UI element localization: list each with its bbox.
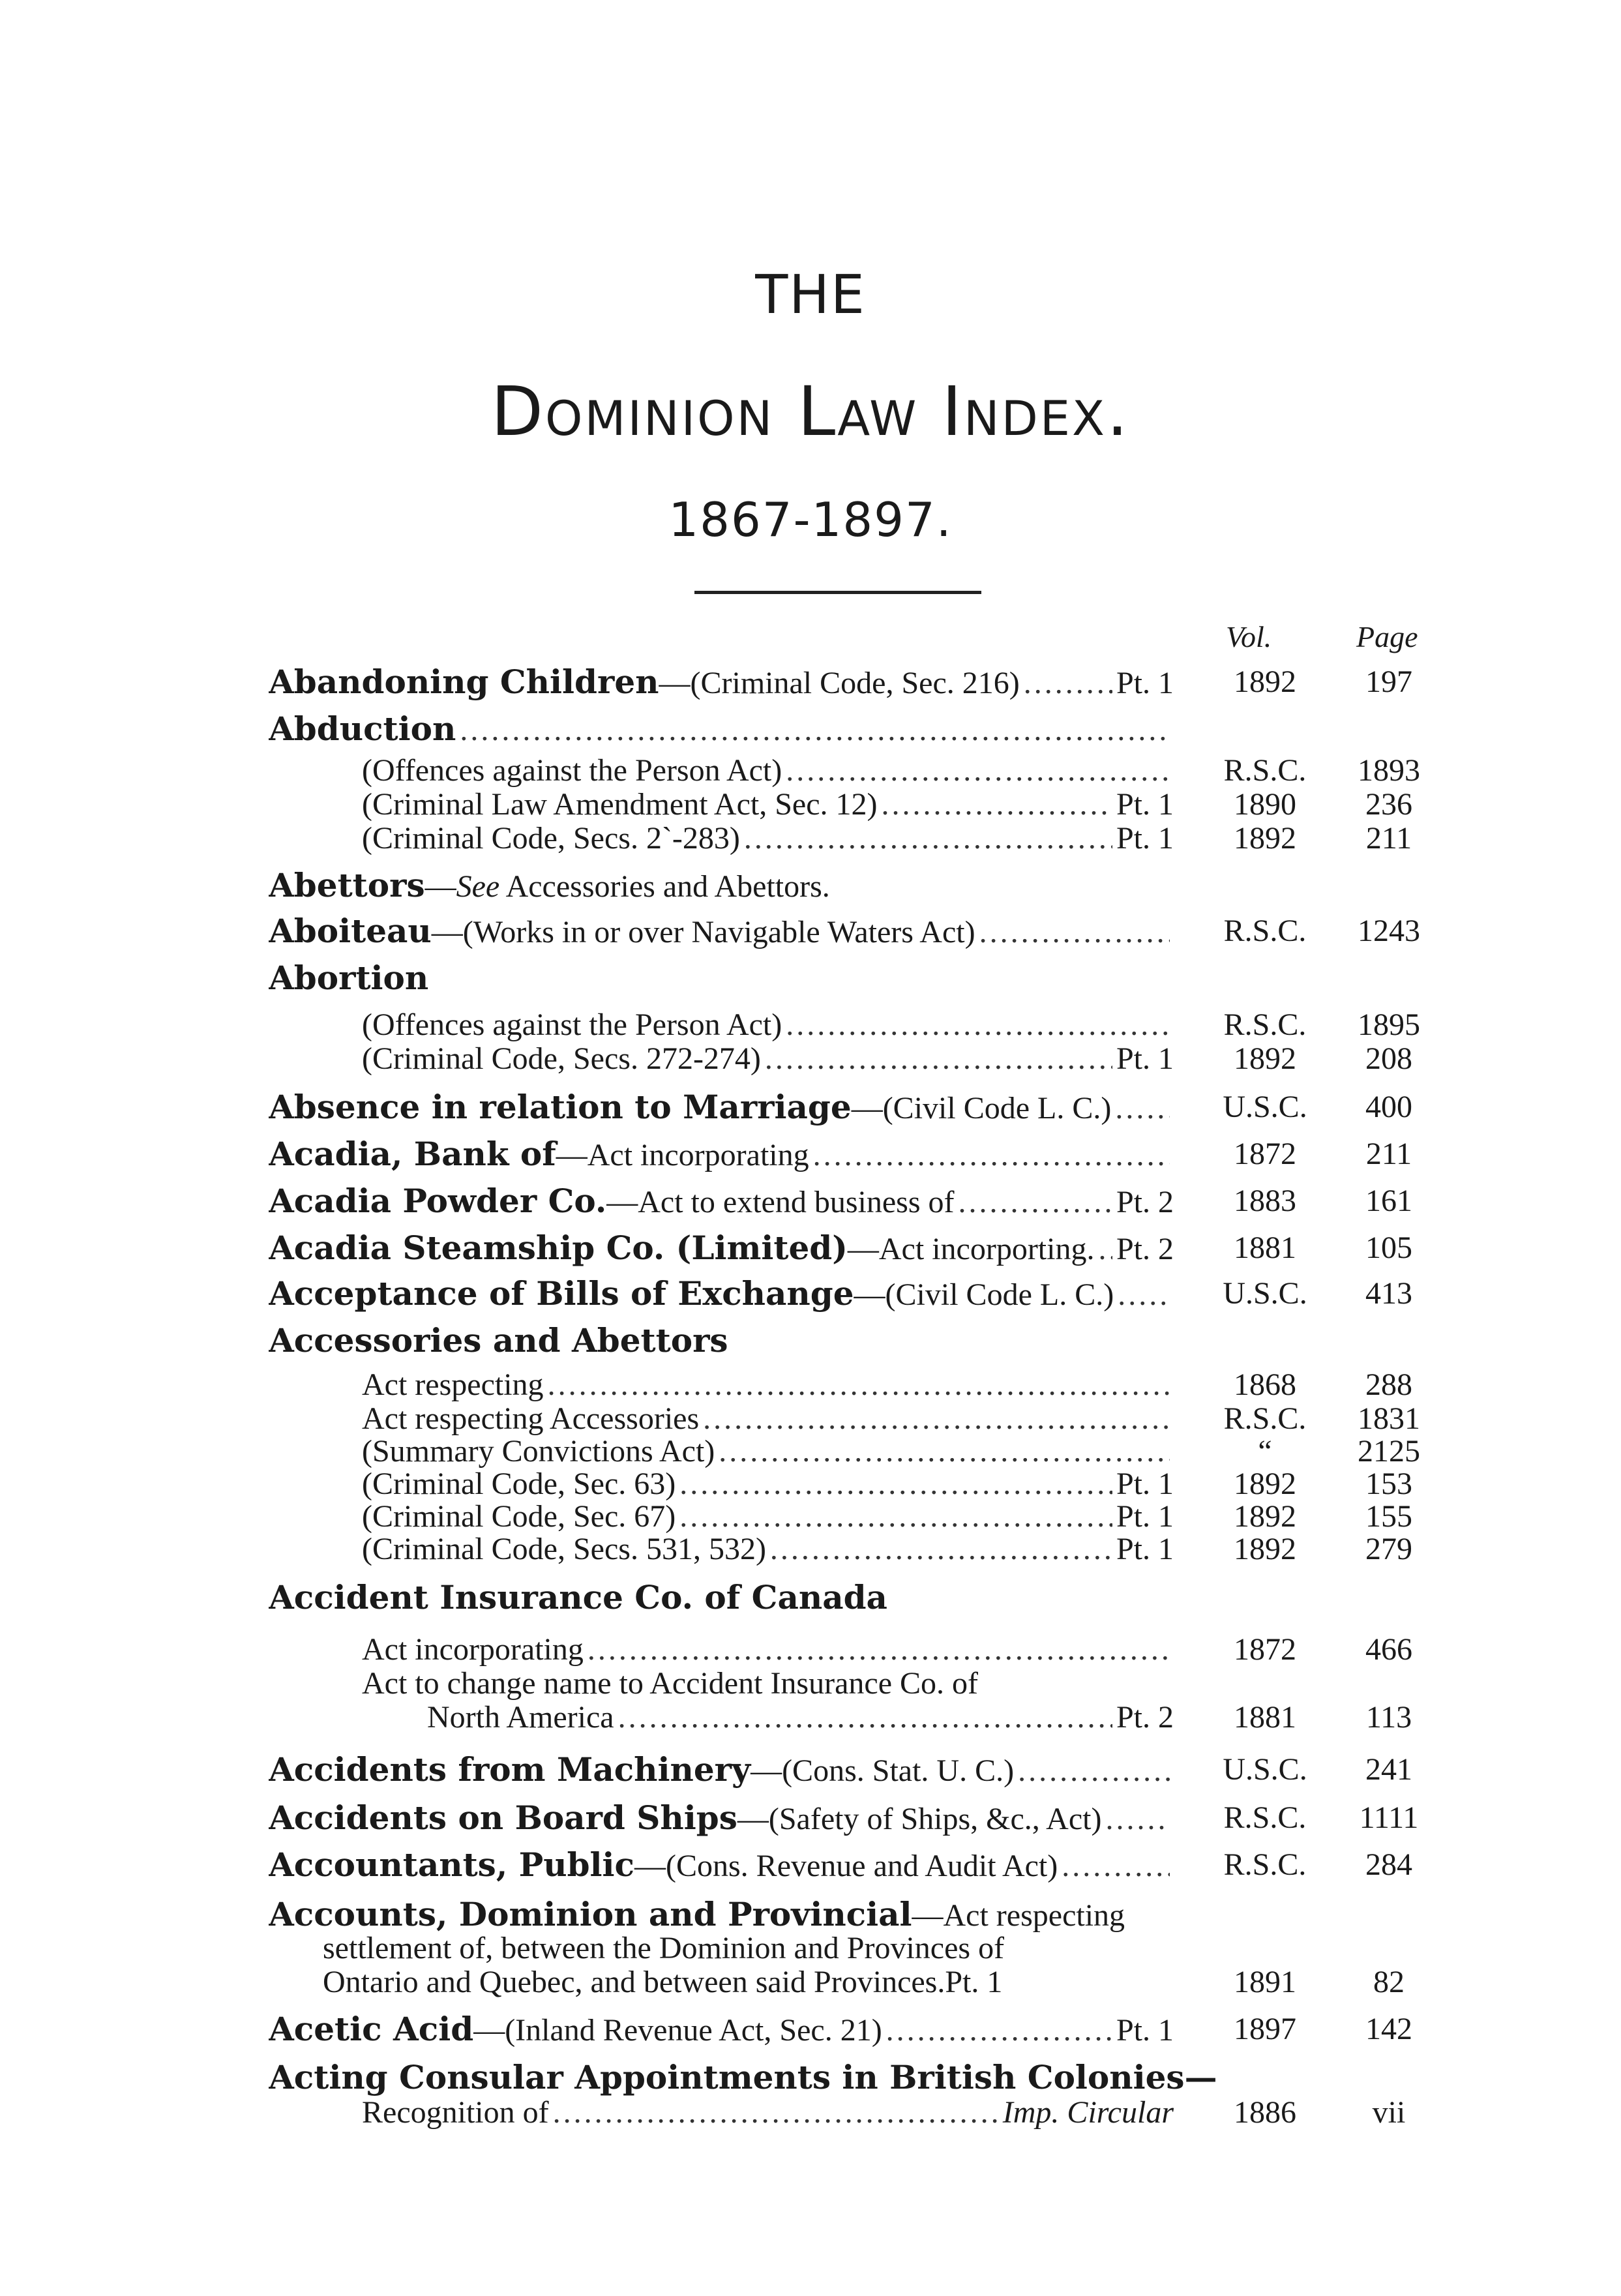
entry-text: [269, 1182, 1174, 1222]
entry-heading: Accounts, Dominion and Provincial: [269, 1895, 912, 1933]
entry-volume: U.S.C.: [1223, 1276, 1307, 1311]
entry-description: —(Works in or over Navigable Waters Act): [431, 915, 975, 949]
dot-leader: [813, 1136, 1170, 1175]
entry-page: 211: [1365, 821, 1412, 856]
index-entry: [0, 1798, 1621, 1838]
entry-description: —Act incorporting.: [847, 1232, 1095, 1266]
page-column-header: Page: [1356, 620, 1418, 653]
entry-text: [269, 866, 830, 906]
entry-heading: Abduction: [269, 709, 456, 748]
entry-volume: 1886: [1234, 2095, 1296, 2130]
entry-page: 236: [1365, 787, 1412, 822]
entry-page: 413: [1365, 1276, 1412, 1311]
entry-heading: Acetic Acid: [269, 2010, 474, 2048]
index-entry: [0, 709, 1621, 749]
index-entry: [0, 1530, 1621, 1569]
entry-text: [269, 709, 1174, 750]
entry-heading: Acadia Powder Co.: [269, 1182, 607, 1220]
entry-volume: 1890: [1234, 787, 1296, 822]
entry-subheading: (Offences against the Person Act): [362, 1007, 782, 1042]
dot-leader: [744, 819, 1112, 858]
entry-text: [269, 1750, 1174, 1791]
index-entry: [0, 912, 1621, 951]
entry-volume: U.S.C.: [1223, 1752, 1307, 1787]
entry-volume: R.S.C.: [1223, 1007, 1307, 1042]
dot-leader: [587, 1630, 1170, 1669]
entry-subheading: Act respecting Accessories: [362, 1401, 700, 1436]
entry-page: 1111: [1359, 1800, 1419, 1835]
entry-description: —(Cons. Stat. U. C.): [751, 1753, 1015, 1788]
entry-text: [362, 1530, 1174, 1569]
dot-leader: [770, 1530, 1112, 1569]
entry-page: 82: [1373, 1965, 1405, 1999]
entry-text: [362, 1039, 1174, 1079]
title-the: THE: [755, 264, 866, 326]
entry-page: 113: [1365, 1700, 1412, 1735]
entry-text: [269, 2010, 1174, 2050]
entry-subheading: (Criminal Code, Secs. 272-274): [362, 1041, 761, 1076]
title-years: 1867-1897.: [668, 492, 953, 547]
entry-volume: 1872: [1234, 1137, 1296, 1171]
entry-heading: Acting Consular Appointments in British Colonies—: [269, 2058, 1217, 2096]
dot-leader: [1062, 1847, 1170, 1886]
entry-volume: 1868: [1234, 1367, 1296, 1402]
dot-leader: [882, 785, 1112, 824]
entry-page: vii: [1372, 2095, 1406, 2130]
entry-part: Pt. 1: [1116, 1467, 1174, 1501]
index-entry: [0, 1321, 1621, 1360]
entry-text: [269, 1229, 1174, 1269]
entry-volume: U.S.C.: [1223, 1090, 1307, 1124]
entry-page: 142: [1365, 2012, 1412, 2046]
entry-text: [362, 785, 1174, 824]
entry-page: 155: [1365, 1499, 1412, 1534]
entry-page: 211: [1365, 1137, 1412, 1171]
entry-text: [269, 663, 1174, 703]
index-entry: [0, 866, 1621, 905]
vol-column-header: Vol.: [1226, 620, 1272, 653]
entry-subheading: (Criminal Code, Secs. 2`-283): [362, 821, 740, 856]
entry-page: 197: [1365, 664, 1412, 699]
entry-description: Accessories and Abettors.: [499, 869, 830, 904]
index-entry: [0, 1039, 1621, 1079]
entry-page: 279: [1365, 1532, 1412, 1566]
entry-description: —(Criminal Code, Sec. 216): [659, 666, 1020, 700]
index-entry: [0, 1274, 1621, 1313]
index-entry: [0, 1365, 1621, 1405]
index-entry: [0, 1182, 1621, 1221]
entry-heading: Accidents from Machinery: [269, 1750, 751, 1789]
index-entry: [0, 1895, 1621, 1934]
entry-page: 288: [1365, 1367, 1412, 1402]
entry-text: [323, 1929, 1004, 1968]
entry-volume: R.S.C.: [1223, 914, 1307, 948]
dot-leader: [1118, 1275, 1170, 1315]
entry-text: [269, 912, 1174, 952]
index-entry: [0, 1630, 1621, 1669]
entry-part: Pt. 2: [1116, 1700, 1174, 1735]
entry-subheading: North America: [427, 1700, 614, 1735]
entry-subheading: Recognition of: [362, 2095, 549, 2130]
dot-leader: [959, 1183, 1112, 1222]
index-entry: [0, 2010, 1621, 2049]
dot-leader: [548, 1365, 1170, 1405]
dot-leader: [886, 2011, 1112, 2050]
title-main: Dominion Law Index.: [490, 372, 1131, 451]
entry-volume: R.S.C.: [1223, 1401, 1307, 1436]
entry-volume: 1883: [1234, 1184, 1296, 1218]
entry-volume: 1892: [1234, 1532, 1296, 1566]
entry-continuation: Ontario and Quebec, and between said Provinces.Pt. 1: [323, 1965, 1003, 1999]
entry-volume: 1892: [1234, 1041, 1296, 1076]
entry-text: [362, 1365, 1174, 1405]
entry-subheading: (Offences against the Person Act): [362, 753, 782, 788]
dot-leader: [1098, 1230, 1112, 1269]
index-entry: [0, 1088, 1621, 1127]
entry-text: [269, 1088, 1174, 1128]
entry-description: —(Civil Code L. C.): [854, 1277, 1114, 1312]
index-entry: [0, 1135, 1621, 1174]
entry-page: 1895: [1358, 1007, 1420, 1042]
entry-text: [269, 1321, 728, 1362]
entry-part: Pt. 1: [1116, 787, 1174, 822]
entry-volume: R.S.C.: [1223, 1800, 1307, 1835]
index-entry: [0, 1229, 1621, 1268]
entry-page: 2125: [1358, 1434, 1420, 1469]
entry-subheading: Act respecting: [362, 1367, 544, 1402]
entry-subheading: Act incorporating: [362, 1632, 584, 1667]
dot-leader: [1018, 1752, 1170, 1791]
entry-page: 208: [1365, 1041, 1412, 1076]
entry-text: [269, 1578, 887, 1618]
entry-volume: 1891: [1234, 1965, 1296, 1999]
dot-leader: [979, 913, 1170, 952]
entry-heading: Accident Insurance Co. of Canada: [269, 1578, 887, 1617]
index-entry: [0, 1929, 1621, 1968]
entry-part: Pt. 1: [1116, 666, 1174, 700]
dot-leader: [1115, 1089, 1170, 1128]
entry-volume: 1892: [1234, 821, 1296, 856]
entry-text: [269, 1274, 1174, 1315]
dot-leader: [786, 751, 1170, 790]
entry-text: [269, 2058, 1217, 2098]
dot-leader: [553, 2093, 999, 2132]
entry-part: Pt. 1: [1116, 1041, 1174, 1076]
entry-page: 1893: [1358, 753, 1420, 788]
dot-leader: [618, 1698, 1112, 1737]
entry-description: —: [424, 869, 456, 904]
entry-description: —Act respecting: [912, 1898, 1125, 1933]
index-entry: [0, 959, 1621, 998]
entry-subheading: (Criminal Code, Secs. 531, 532): [362, 1532, 766, 1566]
entry-volume: 1881: [1234, 1700, 1296, 1735]
entry-text: [362, 1630, 1174, 1669]
entry-page: 284: [1365, 1847, 1412, 1882]
dot-leader: [765, 1039, 1112, 1079]
dot-leader: [460, 711, 1170, 750]
entry-volume: R.S.C.: [1223, 753, 1307, 788]
dot-leader: [1024, 664, 1112, 703]
index-entry: [0, 819, 1621, 858]
index-entry: [0, 1578, 1621, 1617]
entry-text: [269, 959, 428, 999]
entry-heading: Abandoning Children: [269, 663, 659, 701]
entry-heading: Acadia Steamship Co. (Limited): [269, 1229, 848, 1267]
index-entry: [0, 751, 1621, 790]
entry-part: Pt. 1: [1116, 1532, 1174, 1566]
entry-heading: Acadia, Bank of: [269, 1135, 556, 1173]
entry-text: [269, 1135, 1174, 1175]
entry-continuation: settlement of, between the Dominion and Provinces of: [323, 1931, 1005, 1965]
entry-continuation: Act to change name to Accident Insurance Co. of: [362, 1666, 978, 1701]
entry-text: [362, 819, 1174, 858]
index-entry: [0, 1845, 1621, 1885]
entry-volume: 1892: [1234, 1499, 1296, 1534]
entry-text: [362, 2093, 1174, 2132]
entry-subheading: (Summary Convictions Act): [362, 1434, 715, 1469]
entry-volume: 1892: [1234, 664, 1296, 699]
entry-description: —(Cons. Revenue and Audit Act): [634, 1849, 1058, 1883]
index-entry: [0, 1698, 1621, 1737]
dot-leader: [1105, 1800, 1170, 1839]
entry-subheading: (Criminal Law Amendment Act, Sec. 12): [362, 787, 878, 822]
entry-part: Pt. 1: [1116, 821, 1174, 856]
entry-heading: Abettors: [269, 866, 425, 904]
entry-page: 161: [1365, 1184, 1412, 1218]
index-entry: [0, 2093, 1621, 2132]
dot-leader: [786, 1006, 1170, 1045]
index-entry: [0, 2058, 1621, 2097]
entry-page: 153: [1365, 1467, 1412, 1501]
index-entry: [0, 1664, 1621, 1703]
entry-heading: Absence in relation to Marriage: [269, 1088, 852, 1126]
entry-part: Imp. Circular: [1002, 2095, 1174, 2130]
entry-page: 1243: [1358, 914, 1420, 948]
entry-see: See: [456, 869, 500, 904]
title-rule: [694, 591, 981, 594]
entry-description: —(Safety of Ships, &c., Act): [737, 1802, 1102, 1836]
index-entry: [0, 663, 1621, 702]
entry-volume: 1897: [1234, 2012, 1296, 2046]
entry-part: Pt. 2: [1116, 1232, 1174, 1266]
entry-page: 105: [1365, 1230, 1412, 1265]
entry-heading: Acceptance of Bills of Exchange: [269, 1274, 854, 1313]
entry-text: [323, 1963, 1002, 2002]
entry-heading: Accidents on Board Ships: [269, 1798, 737, 1837]
entry-heading: Abortion: [269, 959, 429, 997]
entry-heading: Accessories and Abettors: [269, 1321, 728, 1360]
entry-page: 400: [1365, 1090, 1412, 1124]
entry-description: —(Civil Code L. C.): [851, 1091, 1112, 1126]
index-entry: [0, 1963, 1621, 2002]
entry-text: [362, 1006, 1174, 1045]
entry-volume: 1892: [1234, 1467, 1296, 1501]
index-entry: [0, 1750, 1621, 1789]
entry-text: [269, 1798, 1174, 1839]
entry-page: 466: [1365, 1632, 1412, 1667]
entry-page: 1831: [1358, 1401, 1420, 1436]
entry-text: [362, 1664, 978, 1703]
entry-text: [427, 1698, 1174, 1737]
entry-text: [362, 751, 1174, 790]
entry-description: —Act to extend business of: [606, 1185, 955, 1219]
entry-part: Pt. 1: [1116, 1499, 1174, 1534]
entry-text: [269, 1845, 1174, 1886]
entry-volume: “: [1258, 1434, 1272, 1469]
entry-subheading: (Criminal Code, Sec. 67): [362, 1499, 676, 1534]
index-entry: [0, 785, 1621, 824]
entry-heading: Accountants, Public: [269, 1845, 634, 1884]
entry-description: —(Inland Revenue Act, Sec. 21): [473, 2013, 882, 2048]
entry-volume: 1872: [1234, 1632, 1296, 1667]
entry-volume: 1881: [1234, 1230, 1296, 1265]
entry-page: 241: [1365, 1752, 1412, 1787]
entry-heading: Aboiteau: [269, 912, 432, 950]
entry-description: —Act incorporating: [556, 1138, 809, 1172]
entry-part: Pt. 2: [1116, 1185, 1174, 1219]
entry-subheading: (Criminal Code, Sec. 63): [362, 1467, 676, 1501]
entry-volume: R.S.C.: [1223, 1847, 1307, 1882]
entry-part: Pt. 1: [1116, 2013, 1174, 2048]
index-entry: [0, 1006, 1621, 1045]
